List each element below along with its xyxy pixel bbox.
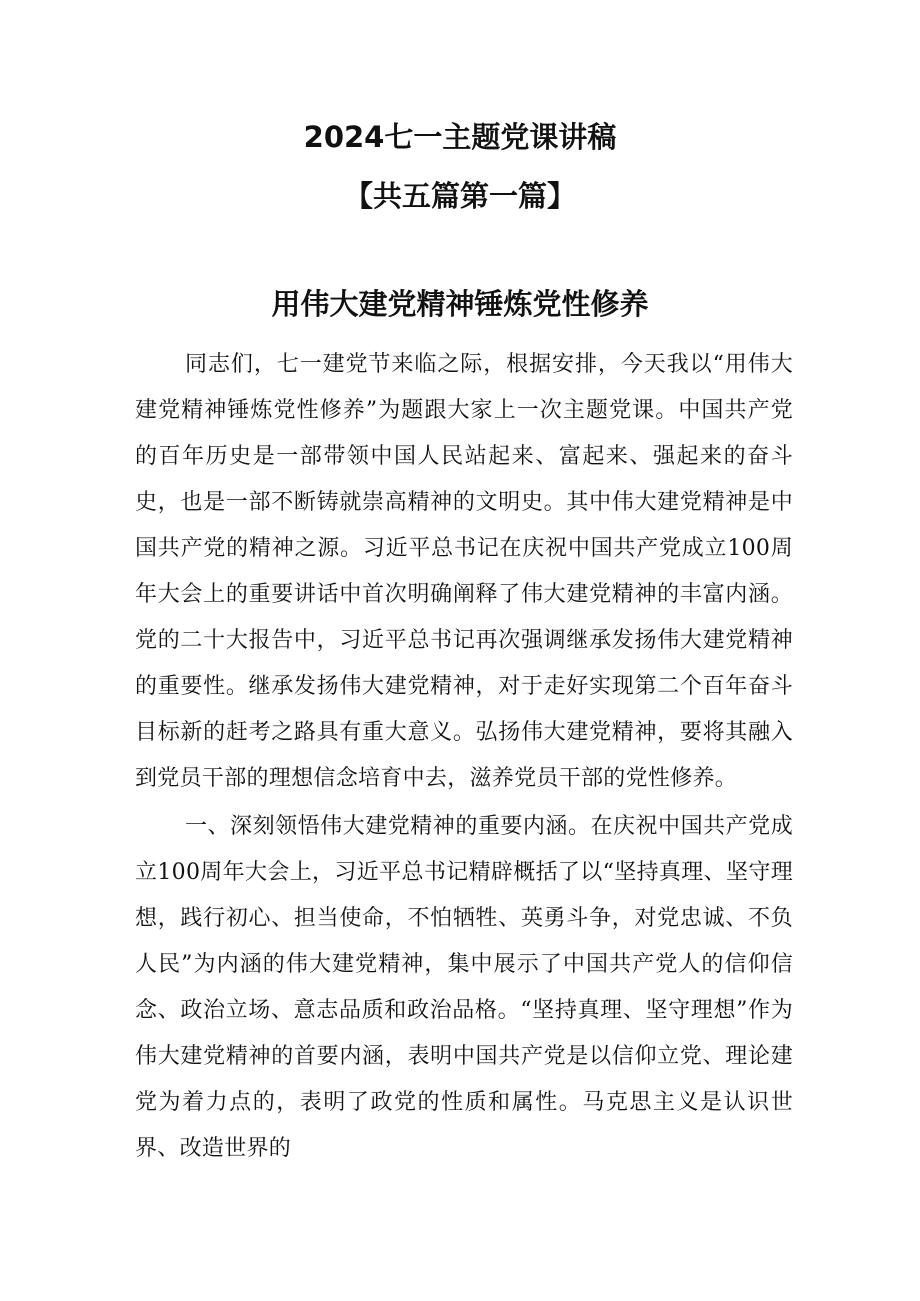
document-subtitle: 【共五篇第一篇】 bbox=[343, 179, 576, 213]
paragraph-intro: 同志们，七一建党节来临之际，根据安排，今天我以“用伟大建党精神锤炼党性修养”为题跟大家上一次主题党课。中国共产党的百年历史是一部带领中国人民站起来、富起来、强起来的奋斗史，也是一部不断铸就崇高精神的文明史。其中伟大建党精神是中国共产党的精神之源。习近平总书记在庆祝中国共产党成立100周年大会上的重要讲话中首次明确阐释了伟大建党精神的丰富内涵。党的二十大报告中，习近平总书记再次强调继承发扬伟大建党精神的重要性。继承发扬伟大建党精神，对于走好实现第二个百年奋斗目标新的赶考之路具有重大意义。弘扬伟大建党精神，要将其融入到党员干部的理想信念培育中去，滋养党员干部的党性修养。 bbox=[135, 352, 793, 791]
document-title: 2024七一主题党课讲稿 bbox=[303, 120, 617, 154]
document-heading: 用伟大建党精神锤炼党性修养 bbox=[271, 287, 649, 321]
paragraph-section-one: 一、深刻领悟伟大建党精神的重要内涵。在庆祝中国共产党成立100周年大会上，习近平总书记精辟概括了以“坚持真理、坚守理想，践行初心、担当使命，不怕牺牲、英勇斗争，对党忠诚、不负人民”为内涵的伟大建党精神，集中展示了中国共产党人的信仰信念、政治立场、意志品质和政治品格。“坚持真理、坚守理想”作为伟大建党精神的首要内涵，表明中国共产党是以信仰立党、理论建党为着力点的，表明了政党的性质和属性。马克思主义是认识世界、改造世界的 bbox=[135, 814, 793, 1161]
